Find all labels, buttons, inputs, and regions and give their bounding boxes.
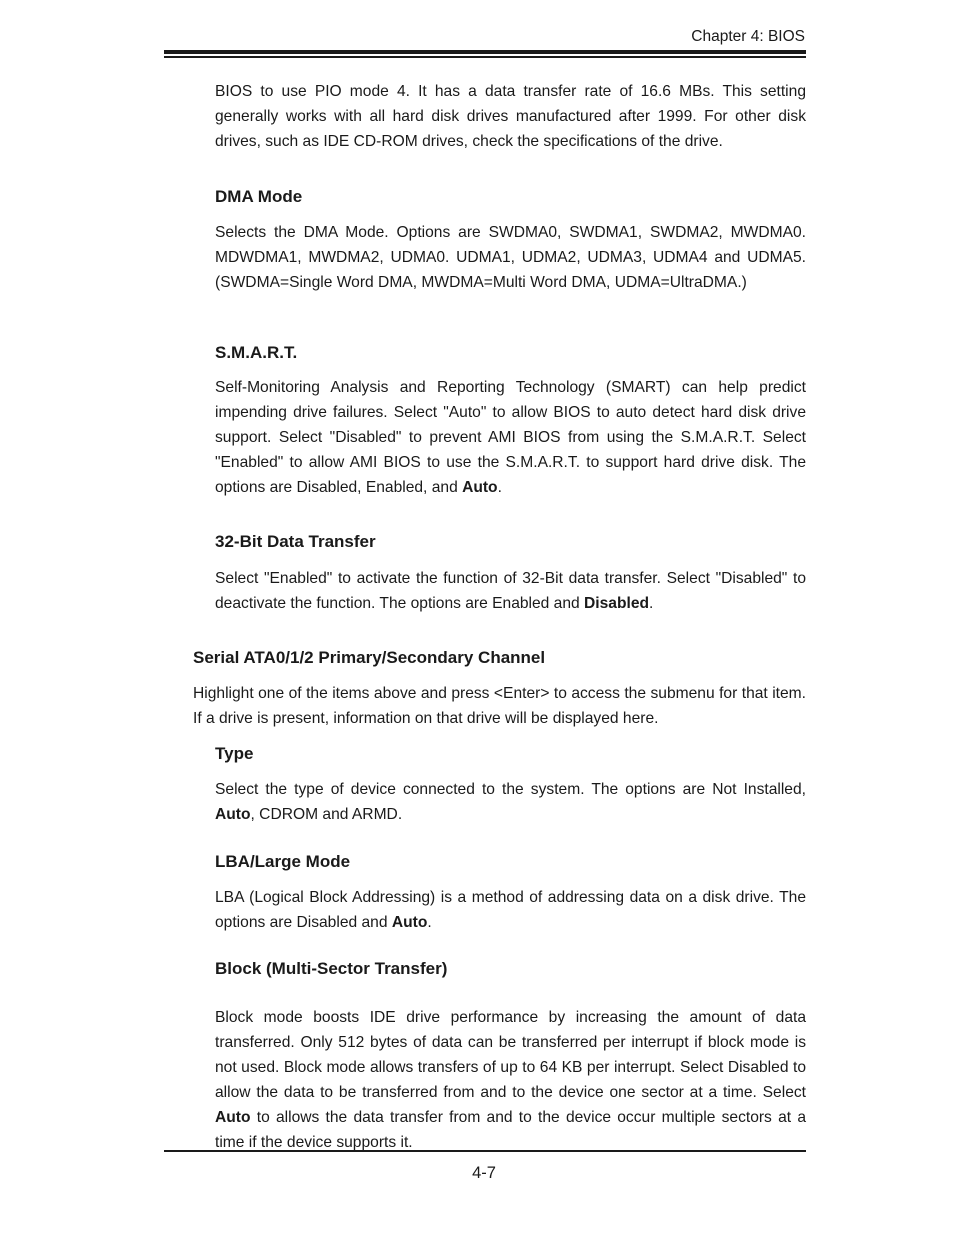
bit32-heading: 32-Bit Data Transfer bbox=[215, 532, 376, 551]
lba-heading: LBA/Large Mode bbox=[215, 852, 351, 871]
smart-default-option: Auto bbox=[462, 479, 498, 496]
block-mode-heading: Block (Multi-Sector Transfer) bbox=[215, 959, 448, 978]
page-number: 4-7 bbox=[472, 1164, 496, 1182]
dma-mode-paragraph: Selects the DMA Mode. Options are SWDMA0, SWDMA1, SWDMA2, MWDMA0. MDWDMA1, MWDMA2, UDMA0. UDMA1, UDMA2, UDMA3, UDMA4 and UDMA5. (SWDMA=Single Word DMA, MWDMA=Multi Word DMA, UDMA=UltraDMA.) bbox=[215, 224, 806, 291]
intro-paragraph: BIOS to use PIO mode 4. It has a data transfer rate of 16.6 MBs. This setting generally works with all hard disk drives manufactured after 1999. For other disk drives, such as IDE CD-ROM drives, check the specifications of the drive. bbox=[215, 83, 806, 150]
type-paragraph bbox=[215, 777, 806, 827]
smart-tail: . bbox=[497, 479, 502, 496]
block-mode-tail: to allows the data transfer from and to the device occur multiple sectors at a time if the device supports it. bbox=[215, 1109, 806, 1151]
dma-mode-heading: DMA Mode bbox=[215, 187, 303, 206]
bit32-default-option: Disabled bbox=[584, 595, 650, 612]
type-tail: , CDROM and ARMD. bbox=[250, 806, 403, 823]
type-default-option: Auto bbox=[215, 806, 251, 823]
lba-default-option: Auto bbox=[391, 914, 428, 931]
serial-ata-paragraph: Highlight one of the items above and press <Enter> to access the submenu for that item. If a drive is present, information on that drive will be displayed here. bbox=[193, 685, 806, 727]
type-text: Select the type of device connected to the system. The options are Not Installed, bbox=[215, 781, 806, 798]
bit32-tail: . bbox=[649, 595, 654, 612]
block-mode-text: Block mode boosts IDE drive performance by increasing the amount of data transferred. Only 512 bytes of data can be transferred per interrupt if block mode is not used. Block mode allows transfers of up to 64 KB per interrupt. Select Disabled to allow the data to be transferred from and to the device one sector at a time. Select bbox=[215, 1009, 806, 1101]
bit32-paragraph bbox=[215, 566, 806, 616]
smart-heading: S.M.A.R.T. bbox=[215, 343, 298, 362]
lba-tail: . bbox=[427, 914, 432, 931]
block-mode-paragraph bbox=[215, 1005, 806, 1155]
type-heading: Type bbox=[215, 744, 254, 763]
block-mode-default-option: Auto bbox=[215, 1109, 251, 1126]
smart-paragraph bbox=[215, 375, 806, 500]
header-rule bbox=[164, 50, 806, 58]
footer-rule bbox=[164, 1150, 806, 1152]
lba-text: LBA (Logical Block Addressing) is a method of addressing data on a disk drive. The options are Disabled and bbox=[215, 889, 806, 931]
lba-paragraph bbox=[215, 885, 806, 935]
bit32-text: Select "Enabled" to activate the function of 32-Bit data transfer. Select "Disabled" to deactivate the function. The options are Enabled and bbox=[215, 570, 806, 612]
chapter-header: Chapter 4: BIOS bbox=[691, 28, 805, 45]
smart-text: Self-Monitoring Analysis and Reporting Technology (SMART) can help predict impending drive failures. Select "Auto" to allow BIOS to auto detect hard disk drive support. Select "Disabled" to prevent AMI BIOS from using the S.M.A.R.T. Select "Enabled" to allow AMI BIOS to use the S.M.A.R.T. to support hard drive disk. The options are Disabled, Enabled, and bbox=[215, 379, 806, 496]
serial-ata-heading: Serial ATA0/1/2 Primary/Secondary Channel bbox=[193, 648, 546, 667]
